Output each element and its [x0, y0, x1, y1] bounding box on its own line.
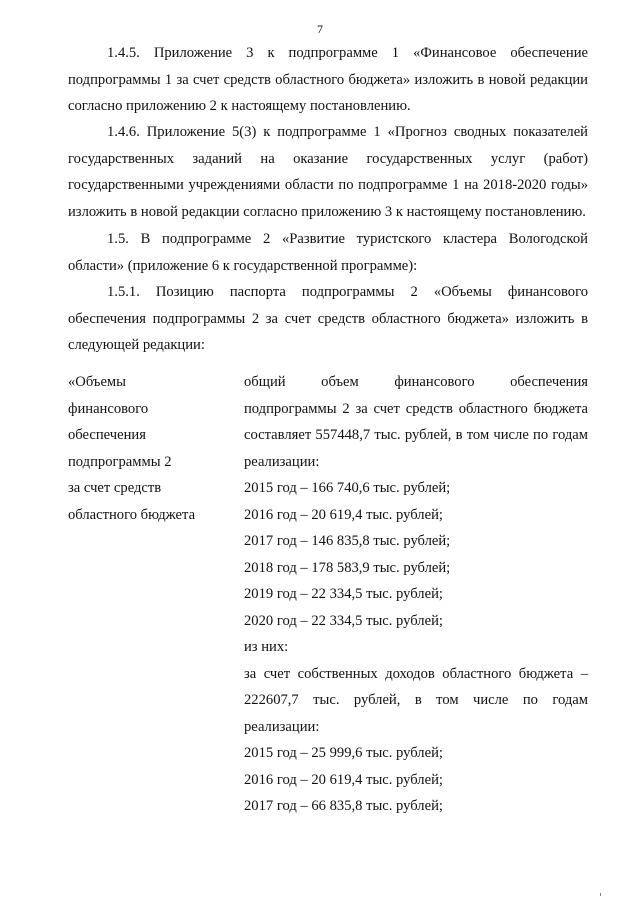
year-amount: 2016 год – 20 619,4 тыс. рублей;: [244, 506, 443, 523]
page-number: 7: [317, 22, 323, 36]
year-amount: 2019 год – 22 334,5 тыс. рублей;: [244, 586, 443, 602]
scan-mark: [600, 893, 601, 896]
label-line: финансового: [68, 400, 149, 417]
own-year-amount: 2017 год – 66 835,8 тыс. рублей;: [244, 798, 443, 814]
label-line: за счет средств: [68, 480, 162, 496]
year-amount: 2018 год – 178 583,9 тыс. рублей;: [244, 559, 451, 576]
passport-item-value: [244, 369, 588, 820]
paragraph-1-4-6: 1.4.6. Приложение 5(3) к подпрограмме 1 «Прогноз сводных показателей государственных заданий на оказание государственных услуг (работ) государственными учреждениями области по подпрограмме 1 на 2018-2020 годы» изложить в новой редакции согласно приложению 3 к настоящему постановлению.: [68, 124, 588, 220]
label-line: областного бюджета: [68, 506, 196, 523]
label-line: «Объемы: [68, 374, 126, 390]
paragraph-1-5: 1.5. В подпрограмме 2 «Развитие туристского кластера Вологодской области» (приложение 6 к государственной программе):: [68, 231, 588, 274]
own-year-amount: 2015 год – 25 999,6 тыс. рублей;: [244, 745, 443, 761]
label-line: подпрограммы 2: [68, 453, 172, 470]
total-financing-text: общий объем финансового обеспечения подпрограммы 2 за счет средств областного бюджета составляет 557448,7 тыс. рублей, в том числе по годам реализации:: [244, 374, 588, 470]
year-amount: 2017 год – 146 835,8 тыс. рублей;: [244, 533, 451, 549]
label-line: обеспечения: [68, 427, 146, 443]
paragraph-1-4-5: 1.4.5. Приложение 3 к подпрограмме 1 «Финансовое обеспечение подпрограммы 1 за счет средств областного бюджета» изложить в новой редакции согласно приложению 2 к настоящему постановлению.: [68, 45, 588, 114]
year-amount: 2015 год – 166 740,6 тыс. рублей;: [244, 480, 451, 496]
passport-item-label: [68, 369, 228, 528]
own-income-text: за счет собственных доходов областного бюджета – 222607,7 тыс. рублей, в том числе по годам реализации:: [244, 665, 588, 735]
own-year-amount: 2016 год – 20 619,4 тыс. рублей;: [244, 771, 443, 788]
paragraph-1-5-1: 1.5.1. Позицию паспорта подпрограммы 2 «Объемы финансового обеспечения подпрограммы 2 за счет средств областного бюджета» изложить в следующей редакции:: [68, 284, 588, 353]
year-amount: 2020 год – 22 334,5 тыс. рублей;: [244, 612, 443, 629]
of-them-label: из них:: [244, 639, 289, 655]
